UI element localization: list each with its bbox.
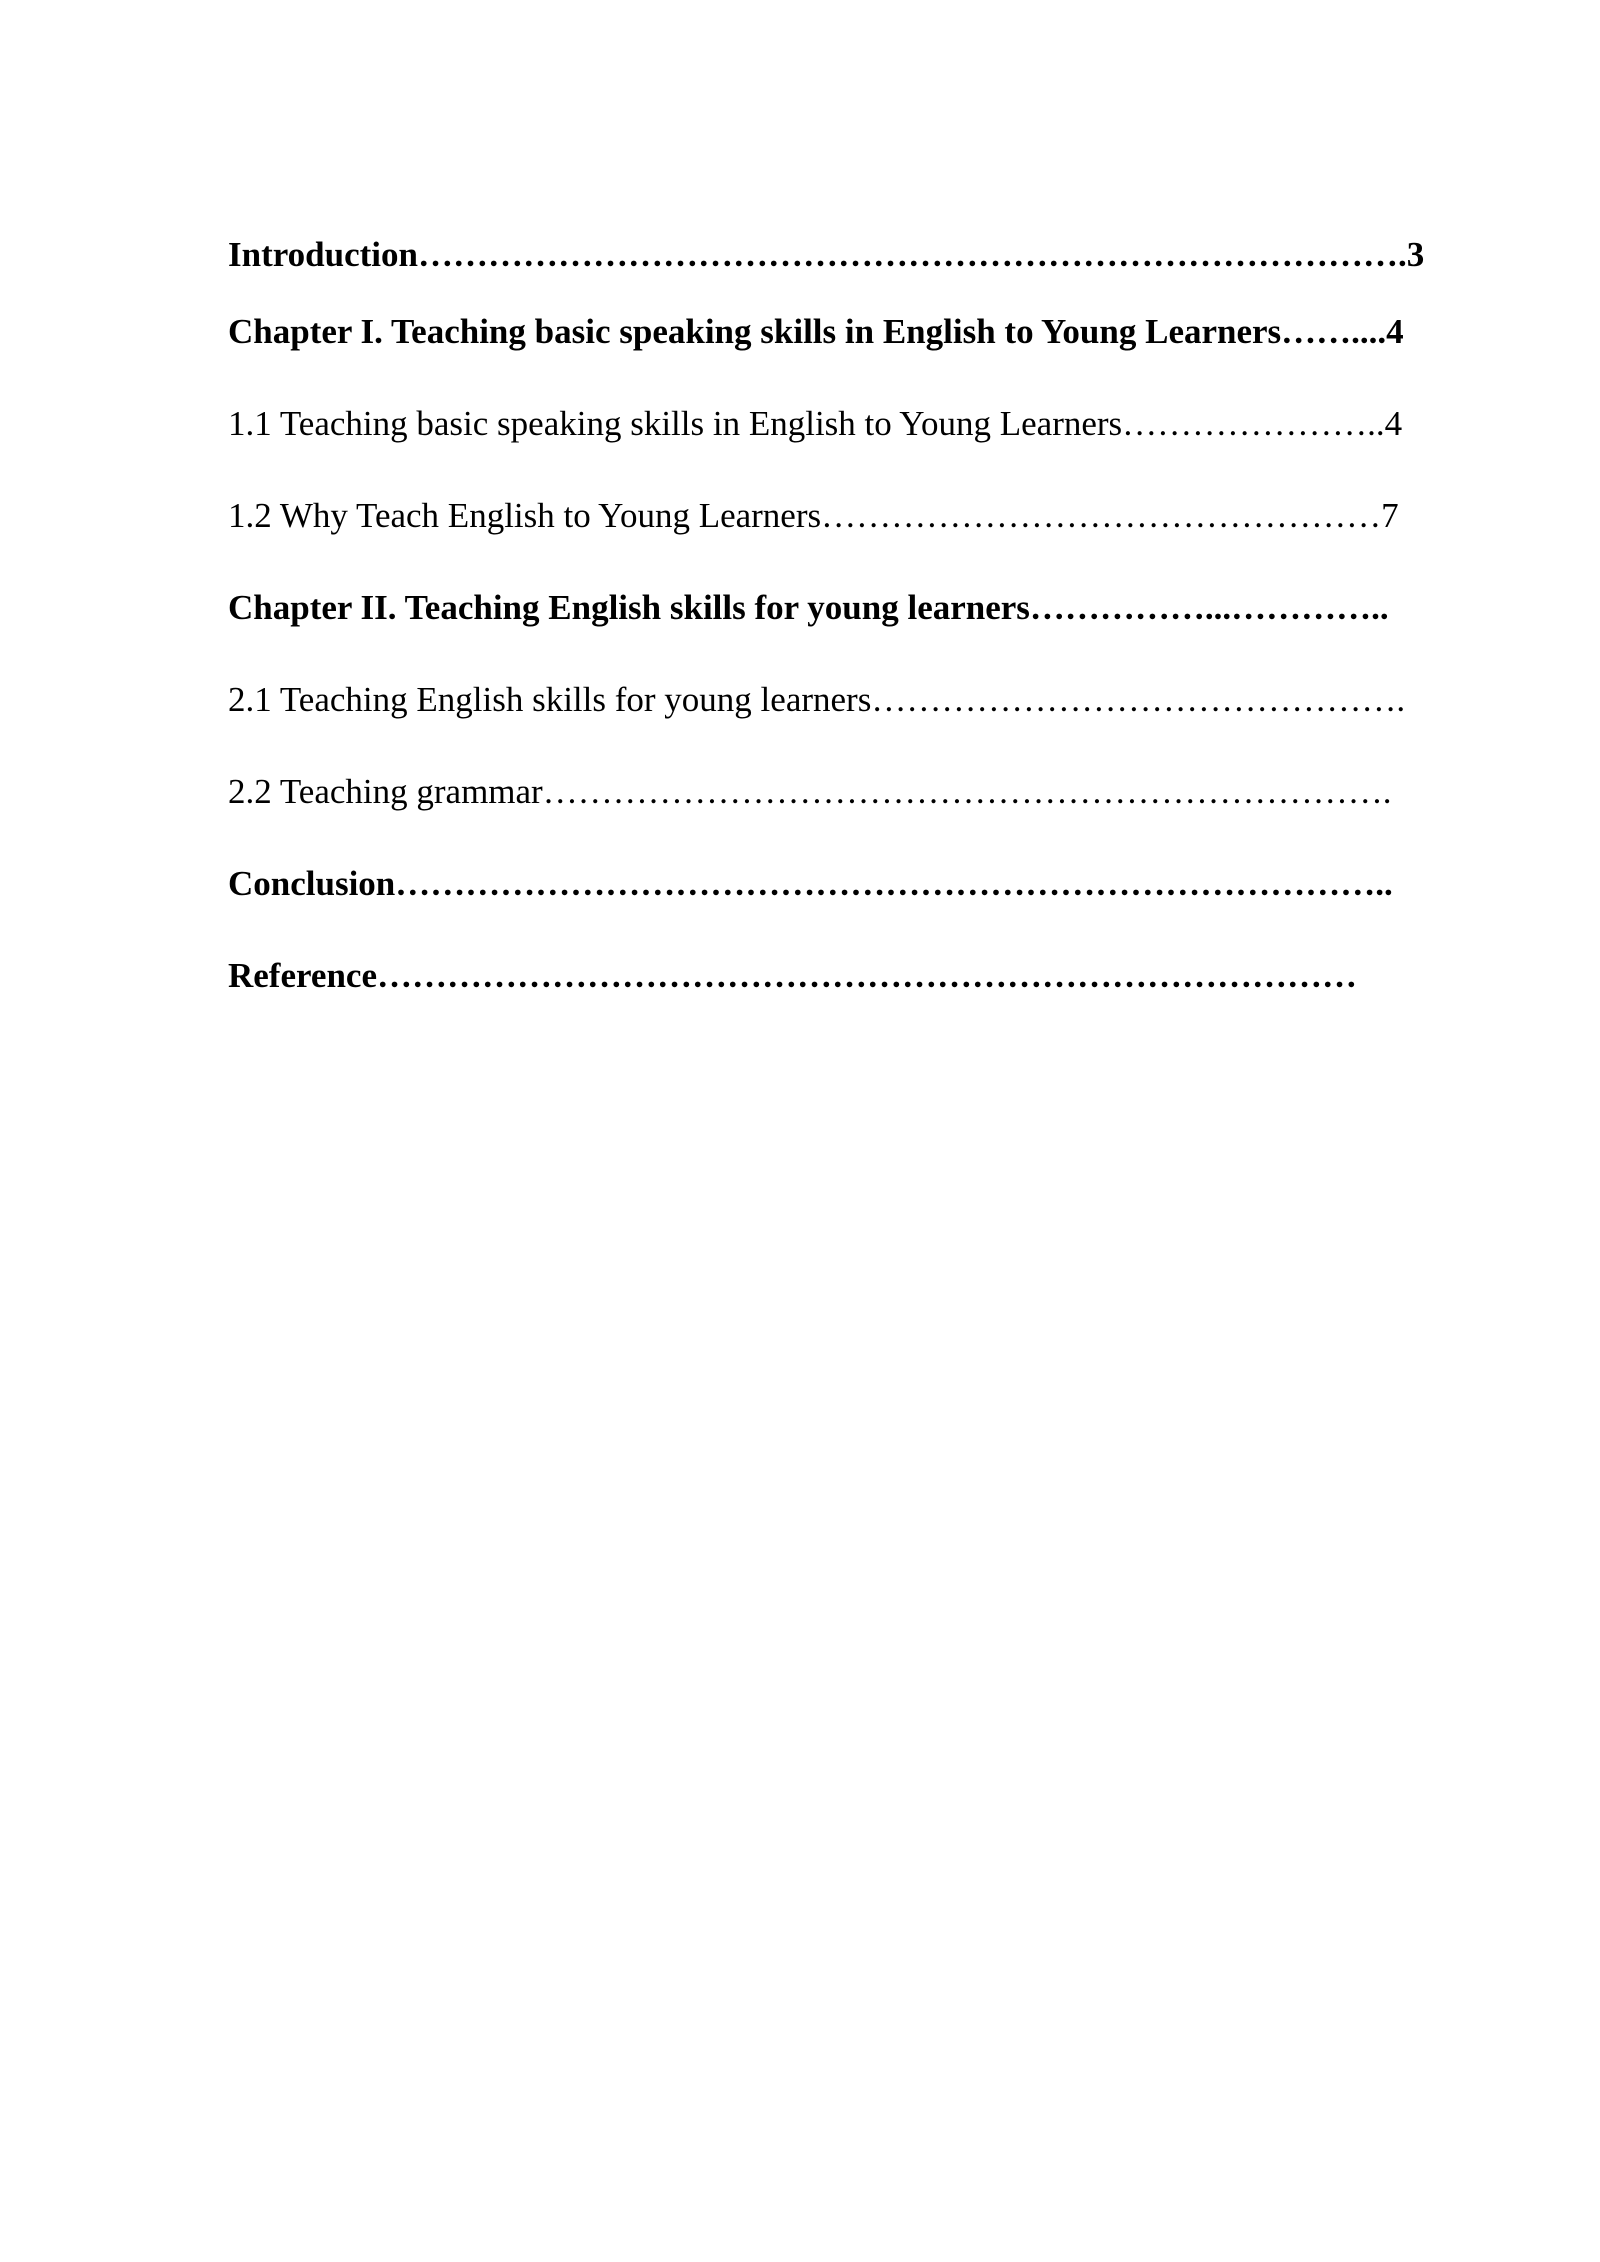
toc-item-2-2: 2.2 Teaching grammar………………………………………………………………. bbox=[228, 772, 1392, 811]
table-of-contents bbox=[228, 222, 1485, 1008]
toc-reference: Reference………………………………………………………………………… bbox=[228, 956, 1357, 995]
toc-item-1-1: 1.1 Teaching basic speaking skills in English to Young Learners…………………..4 bbox=[228, 404, 1403, 443]
toc-item-1-2: 1.2 Why Teach English to Young Learners…………………………………………7 bbox=[228, 496, 1399, 535]
toc-item-2-1: 2.1 Teaching English skills for young learners………………………………………. bbox=[228, 680, 1406, 719]
toc-chapter-1: Chapter I. Teaching basic speaking skills in English to Young Learners……....4 bbox=[228, 312, 1404, 351]
toc-introduction: Introduction………………………………………………………………………….3 bbox=[228, 235, 1425, 274]
toc-conclusion: Conclusion………………………………………………………………………….. bbox=[228, 864, 1393, 903]
toc-chapter-2: Chapter II. Teaching English skills for young learners……………...………….. bbox=[228, 588, 1389, 627]
